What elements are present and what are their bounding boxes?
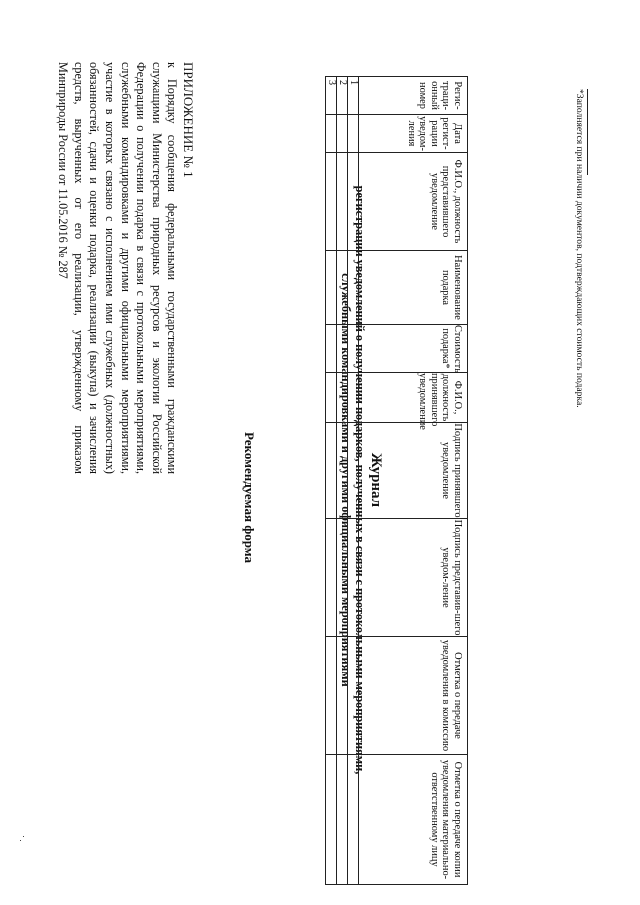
- table-header-row: [359, 77, 468, 885]
- col-header: Отметка о передаче уведомления в комиссию: [359, 637, 468, 755]
- row-number: 3: [326, 77, 337, 115]
- row-number: 2: [337, 77, 348, 115]
- cell: [348, 251, 359, 325]
- col-header: Наименование подарка: [359, 251, 468, 325]
- col-header: Подпись принявшего уведомление: [359, 423, 468, 519]
- col-header: Ф.И.О., должность представившего уведомление: [359, 153, 468, 251]
- cell: [337, 115, 348, 153]
- cell: [326, 423, 337, 519]
- col-header: Дата регист-рации уведом-ления: [359, 115, 468, 153]
- cell: [326, 637, 337, 755]
- row-number: 1: [348, 77, 359, 115]
- cell: [326, 755, 337, 885]
- cell: [348, 637, 359, 755]
- cell: [337, 251, 348, 325]
- cell: [348, 519, 359, 637]
- cell: [337, 637, 348, 755]
- cell: [348, 115, 359, 153]
- appendix-text: к Порядку сообщения федеральными государственными гражданскими служащими Министерства природных ресурсов и экологии Российской Федерации о получении подарка в связи с протокольными мероприятиями, служебными командировками и другими официальными мероприятиями, участие в которых связано с исполнением ими служебных (должностных) обязанностей, сдачи и оценки подарка, реализации (выкупа) и зачисления средств, вырученных от его реализации, утвержденному приказом Минприроды России от 11.05.2016 № 287: [56, 62, 180, 474]
- col-header: Ф.И.О., должность принявшего уведомление: [359, 373, 468, 423]
- register-table: [325, 76, 468, 885]
- cell: [337, 755, 348, 885]
- cell: [337, 153, 348, 251]
- recommended-form-label: Рекомендуемая форма: [242, 432, 257, 564]
- cell: [326, 519, 337, 637]
- cell: [337, 373, 348, 423]
- appendix-block: [55, 62, 196, 474]
- cell: [326, 325, 337, 373]
- footnote-divider: [587, 89, 588, 175]
- journal-title: Журнал: [368, 452, 384, 508]
- cell: [348, 755, 359, 885]
- cell: [348, 373, 359, 423]
- cell: [326, 115, 337, 153]
- table-row: [348, 77, 359, 885]
- appendix-heading: ПРИЛОЖЕНИЕ № 1: [181, 62, 196, 178]
- table-row: [326, 77, 337, 885]
- table-row: [337, 77, 348, 885]
- cell: [326, 153, 337, 251]
- col-header: Подпись представив-шего уведом-ление: [359, 519, 468, 637]
- journal-subtitle-2: служебными командировками и другими официальными мероприятиями: [339, 273, 353, 687]
- cell: [348, 153, 359, 251]
- cell: [348, 325, 359, 373]
- col-header: Регис-траци-онный номер: [359, 77, 468, 115]
- cell: [337, 325, 348, 373]
- col-header: Стоимость подарка*: [359, 325, 468, 373]
- cell: [348, 423, 359, 519]
- cell: [337, 519, 348, 637]
- col-header: Отметка о передаче копии уведомления материально-ответственному лицу: [359, 755, 468, 885]
- scan-speck: [20, 840, 21, 841]
- footnote: *Заполняется при наличии документов, подтверждающих стоимость подарка.: [574, 89, 585, 408]
- cell: [337, 423, 348, 519]
- cell: [326, 373, 337, 423]
- cell: [326, 251, 337, 325]
- journal-subtitle-1: регистрации уведомлений о получении подарков, полученных в связи с протокольными мероприятиями,: [353, 185, 367, 775]
- scan-speck: [23, 836, 24, 837]
